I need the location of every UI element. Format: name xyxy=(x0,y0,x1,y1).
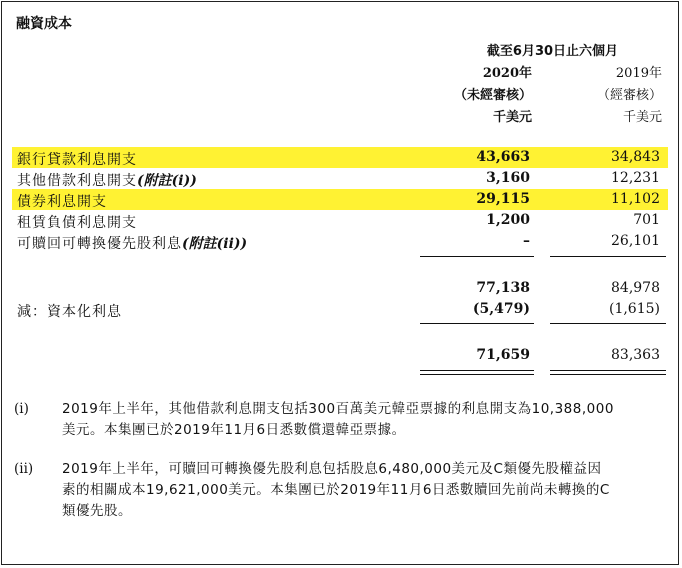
total-rule-2020 xyxy=(420,323,534,324)
period-header: 截至6月30日止六個月 xyxy=(486,44,619,59)
row-label: 銀行貸款利息開支 xyxy=(17,152,137,168)
value-2020: – xyxy=(523,233,530,249)
total-2019: 83,363 xyxy=(611,347,660,363)
double-rule-top-2019 xyxy=(550,370,666,371)
row-label: 其他借款利息開支(附註(i)) xyxy=(17,173,197,189)
col-2019-unit: 千美元 xyxy=(622,110,662,125)
value-2020: 29,115 xyxy=(476,191,530,207)
double-rule-top-2020 xyxy=(420,370,534,371)
footnote-text: 2019年上半年，可贖回可轉換優先股利息包括股息6,480,000美元及C類優先股權益因 素的相關成本19,621,000美元。本集團已於2019年11月6日悉數贖回先前尚未轉換的C 類優先股。 xyxy=(62,461,610,519)
row-label: 減：資本化利息 xyxy=(17,304,122,320)
capitalised-2019: (1,615) xyxy=(608,301,660,317)
total-2020: 71,659 xyxy=(476,347,530,363)
table-row-less-capitalised xyxy=(12,299,668,320)
section-title: 融資成本 xyxy=(16,16,72,32)
subtotal-rule-2019 xyxy=(550,256,666,257)
value-2020: 3,160 xyxy=(486,170,530,186)
table-row-bond-interest xyxy=(12,189,668,210)
double-rule-bottom-2020 xyxy=(420,374,534,375)
col-2019-year: 2019年 xyxy=(615,66,662,81)
total-rule-2019 xyxy=(550,323,666,324)
col-2020-unit: 千美元 xyxy=(492,110,532,125)
subtotal-rule-2020 xyxy=(420,256,534,257)
table-row-lease-liability-interest xyxy=(12,210,668,231)
value-2019: 26,101 xyxy=(611,233,660,249)
footnote-number: (ii) xyxy=(14,461,34,477)
value-2019: 12,231 xyxy=(611,170,660,186)
capitalised-2020: (5,479) xyxy=(472,301,530,317)
table-row-subtotal xyxy=(12,278,668,299)
double-rule-bottom-2019 xyxy=(550,374,666,375)
col-2020-year: 2020年 xyxy=(482,66,532,81)
value-2019: 11,102 xyxy=(611,191,660,207)
footnote-text: 2019年上半年，其他借款利息開支包括300百萬美元韓亞票據的利息開支為10,388,000 美元。本集團已於2019年11月6日悉數償還韓亞票據。 xyxy=(62,401,614,438)
row-label: 可贖回可轉換優先股利息(附註(ii)) xyxy=(17,236,248,252)
col-2019-audit: （經審核） xyxy=(596,88,662,103)
table-row-bank-loan-interest xyxy=(12,147,668,168)
subtotal-2020: 77,138 xyxy=(476,280,530,296)
value-2019: 701 xyxy=(633,212,660,228)
row-label: 租賃負債利息開支 xyxy=(17,215,137,231)
row-label: 債券利息開支 xyxy=(17,194,107,210)
value-2020: 1,200 xyxy=(486,212,530,228)
table-row-total xyxy=(12,345,668,366)
table-row-preferred-shares-interest xyxy=(12,231,668,252)
value-2019: 34,843 xyxy=(611,149,660,165)
value-2020: 43,663 xyxy=(476,149,530,165)
table-row-other-borrowings-interest xyxy=(12,168,668,189)
col-2020-audit: （未經審核） xyxy=(453,88,532,103)
subtotal-2019: 84,978 xyxy=(611,280,660,296)
footnote-number: (i) xyxy=(14,401,29,417)
